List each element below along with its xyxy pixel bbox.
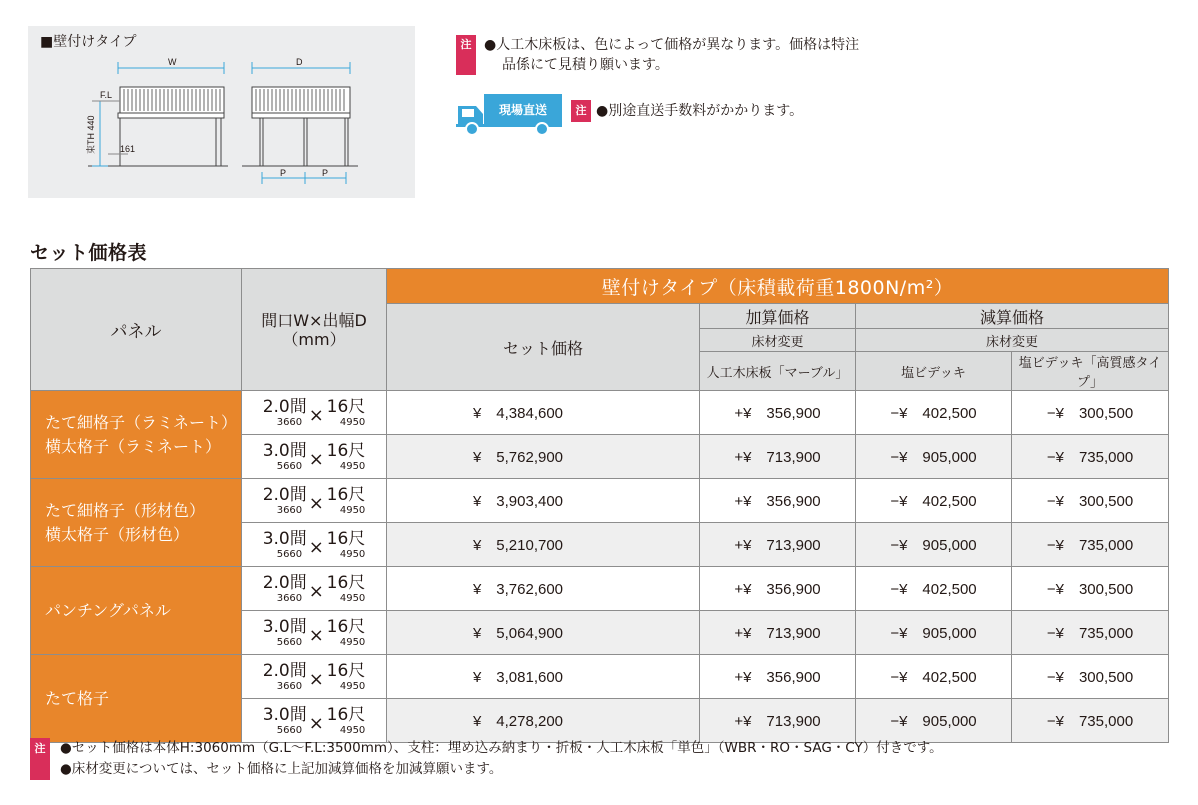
width-mm: 5660 [276,724,303,736]
sub-price-pvc-premium: −¥ 300,500 [1012,567,1169,611]
sub-price-pvc: −¥ 402,500 [856,479,1012,523]
size-cell [242,391,387,435]
dim-d-label: D [296,57,303,67]
set-price: ¥ 3,903,400 [387,479,700,523]
panel-name [31,567,242,655]
sub-price-pvc: −¥ 905,000 [856,611,1012,655]
width-mm: 3660 [276,592,303,604]
depth-shaku: 16尺 [326,572,366,593]
depth-mm: 4950 [339,680,366,692]
times-sign: × [308,493,324,514]
table-row [31,655,1169,699]
ship-note-badge: 注 [571,100,591,122]
sub-price-pvc: −¥ 905,000 [856,523,1012,567]
depth-mm: 4950 [339,548,366,560]
sub-price-pvc-premium: −¥ 300,500 [1012,655,1169,699]
depth-shaku: 16尺 [326,704,366,725]
size-cell [242,699,387,743]
times-sign: × [308,581,324,602]
times-sign: × [308,625,324,646]
width-ken: 3.0間 [262,704,307,725]
table-row [31,391,1169,435]
header-size-line2: （mm） [282,329,346,349]
note-line-1: ●人工木床板は、色によって価格が異なります。価格は特注 [484,37,860,53]
width-ken: 2.0間 [262,396,307,417]
depth-shaku: 16尺 [326,660,366,681]
dim-w-label: W [168,57,177,67]
panel-name-line1: たて細格子（ラミネート） [45,412,238,432]
add-price-marble: +¥ 356,900 [700,479,856,523]
times-sign: × [308,713,324,734]
depth-mm: 4950 [339,636,366,648]
fl-label: F.L [100,90,113,100]
add-price-marble: +¥ 713,900 [700,523,856,567]
width-ken: 3.0間 [262,440,307,461]
note-line-2: 品係にて見積り願います。 [502,57,669,73]
width-ken: 3.0間 [262,616,307,637]
panel-name [31,655,242,743]
diagram-title: ■壁付けタイプ [40,34,137,50]
times-sign: × [308,449,324,470]
sub-price-pvc-premium: −¥ 735,000 [1012,523,1169,567]
header-size-line1: 間口W×出幅D [261,310,367,330]
set-price: ¥ 5,064,900 [387,611,700,655]
table-row [31,567,1169,611]
add-price-marble: +¥ 713,900 [700,699,856,743]
panel-name-line2: 横太格子（ラミネート） [45,436,222,456]
size-cell [242,523,387,567]
bottom-note-line-1: ●セット価格は本体H:3060mm（G.L〜F.L:3500mm）、支柱：埋め込み納まり・折板・人工木床板「単色」（WBR・RO・SAG・CY）付きです。 [60,740,943,756]
ship-note-text: ●別途直送手数料がかかります。 [596,103,804,119]
panel-name [31,391,242,479]
width-ken: 2.0間 [262,484,307,505]
depth-mm: 4950 [339,460,366,472]
depth-shaku: 16尺 [326,396,366,417]
width-ken: 2.0間 [262,660,307,681]
panel-name-line2: 横太格子（形材色） [45,524,190,544]
sub-price-pvc: −¥ 402,500 [856,391,1012,435]
deck-elevation-drawing [28,26,415,198]
size-cell [242,611,387,655]
set-price: ¥ 3,081,600 [387,655,700,699]
panel-name [31,479,242,567]
add-price-marble: +¥ 356,900 [700,391,856,435]
depth-shaku: 16尺 [326,528,366,549]
width-mm: 5660 [276,548,303,560]
size-cell [242,567,387,611]
width-mm: 3660 [276,680,303,692]
width-mm: 5660 [276,460,303,472]
width-ken: 2.0間 [262,572,307,593]
size-cell [242,479,387,523]
section-title: セット価格表 [30,242,148,264]
header-size [242,269,387,391]
depth-shaku: 16尺 [326,440,366,461]
width-mm: 3660 [276,504,303,516]
width-mm: 5660 [276,636,303,648]
sub-price-pvc: −¥ 402,500 [856,655,1012,699]
set-price: ¥ 4,278,200 [387,699,700,743]
price-table [30,268,1169,743]
sub-price-pvc-premium: −¥ 735,000 [1012,699,1169,743]
sub-price-pvc-premium: −¥ 300,500 [1012,479,1169,523]
panel-name-line1: たて細格子（形材色） [45,500,206,520]
set-price: ¥ 5,210,700 [387,523,700,567]
depth-shaku: 16尺 [326,616,366,637]
depth-mm: 4950 [339,724,366,736]
width-mm: 3660 [276,416,303,428]
truck-icon [456,92,564,140]
size-cell [242,435,387,479]
note-badge: 注 [456,35,476,75]
sub-price-pvc: −¥ 905,000 [856,435,1012,479]
sub-price-pvc-premium: −¥ 735,000 [1012,611,1169,655]
size-cell [242,655,387,699]
table-row [31,479,1169,523]
header-panel: パネル [31,269,242,391]
add-price-marble: +¥ 713,900 [700,611,856,655]
times-sign: × [308,537,324,558]
note-floor-color [484,35,934,75]
width-ken: 3.0間 [262,528,307,549]
panel-name-line1: パンチングパネル [45,600,171,620]
sub-price-pvc: −¥ 905,000 [856,699,1012,743]
set-price: ¥ 4,384,600 [387,391,700,435]
set-price: ¥ 5,762,900 [387,435,700,479]
panel-name-line1: たて格子 [45,688,110,708]
truck-label: 現場直送 [498,103,548,117]
dim-161-label: 161 [120,144,136,154]
header-col-pvc: 塩ビデッキ [856,352,1012,391]
add-price-marble: +¥ 713,900 [700,435,856,479]
sub-price-pvc: −¥ 402,500 [856,567,1012,611]
dim-p2-label: P [322,168,329,178]
product-diagram [28,26,415,198]
header-sub-price: 減算価格 [856,304,1169,329]
depth-mm: 4950 [339,592,366,604]
add-price-marble: +¥ 356,900 [700,655,856,699]
header-col-pvc-premium: 塩ビデッキ「高質感タイプ」 [1012,352,1169,391]
depth-shaku: 16尺 [326,484,366,505]
header-add-price: 加算価格 [700,304,856,329]
header-col-marble: 人工木床板「マーブル」 [700,352,856,391]
header-add-floor-change: 床材変更 [700,329,856,352]
times-sign: × [308,669,324,690]
add-price-marble: +¥ 356,900 [700,567,856,611]
bottom-note-line-2: ●床材変更については、セット価格に上記加減算価格を加減算願います。 [60,761,503,777]
bottom-note-badge: 注 [30,738,50,780]
sub-price-pvc-premium: −¥ 735,000 [1012,435,1169,479]
depth-mm: 4950 [339,504,366,516]
set-price: ¥ 3,762,600 [387,567,700,611]
times-sign: × [308,405,324,426]
header-type: 壁付けタイプ（床積載荷重1800N/m²） [387,269,1169,304]
beam-dim-label: 束TH 440 [86,115,96,154]
header-sub-floor-change: 床材変更 [856,329,1169,352]
sub-price-pvc-premium: −¥ 300,500 [1012,391,1169,435]
dim-p1-label: P [280,168,287,178]
header-set-price: セット価格 [387,304,700,391]
depth-mm: 4950 [339,416,366,428]
bottom-notes [60,738,943,780]
